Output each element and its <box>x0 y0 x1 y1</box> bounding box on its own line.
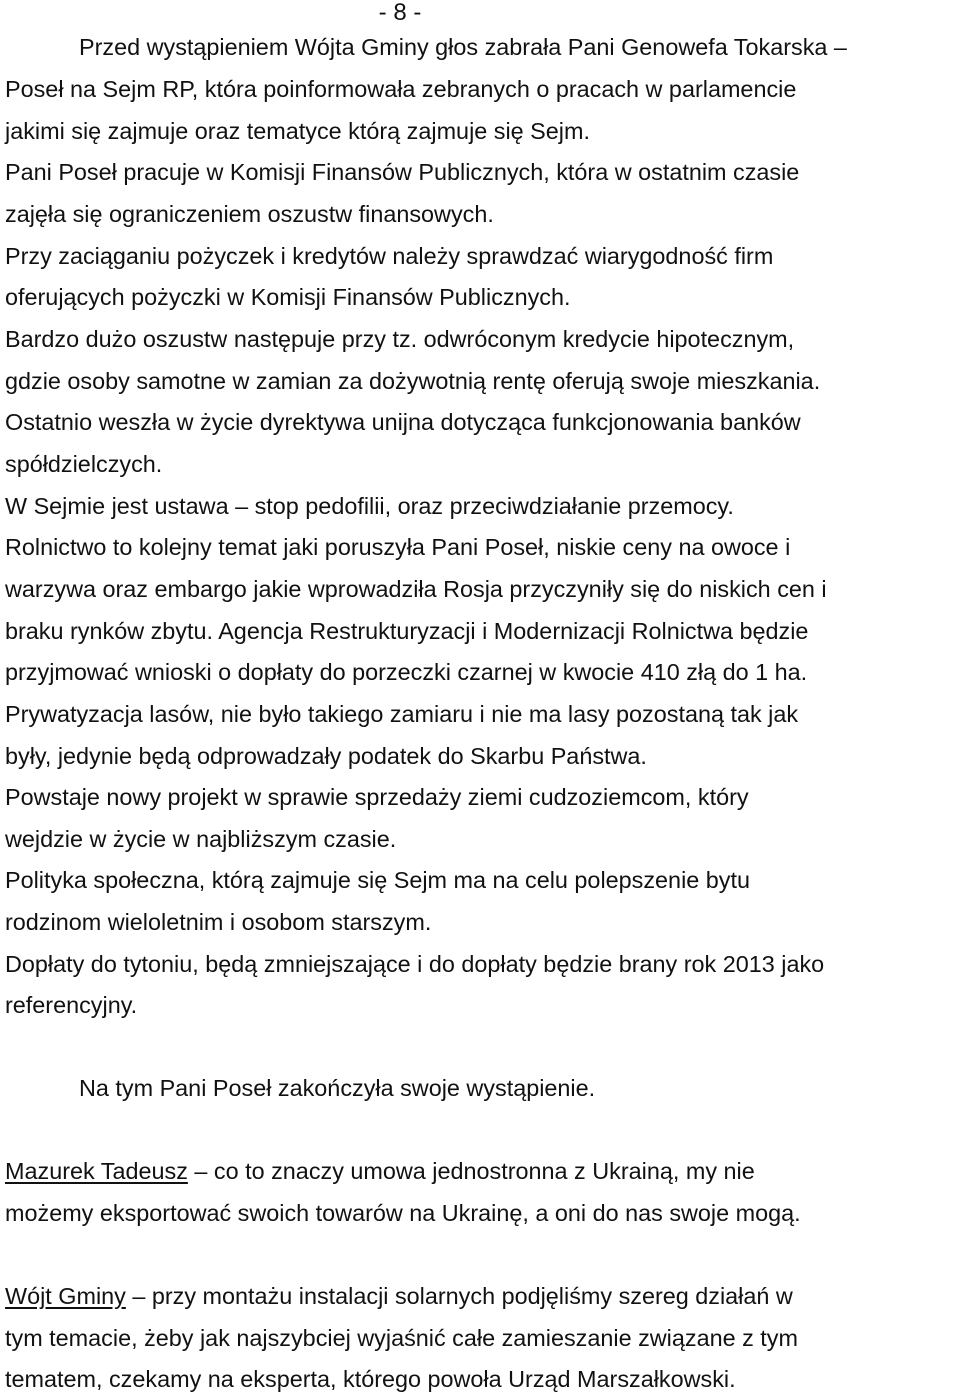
paragraph-line: oferujących pożyczki w Komisji Finansów Publicznych. <box>5 284 571 310</box>
paragraph-line: Bardzo dużo oszustw następuje przy tz. odwróconym kredycie hipotecznym, <box>5 326 795 352</box>
paragraph-line: rodzinom wieloletnim i osobom starszym. <box>5 909 432 935</box>
paragraph-line: wejdzie w życie w najbliższym czasie. <box>5 826 397 852</box>
closing-line: Na tym Pani Poseł zakończyła swoje wystąpienie. <box>79 1075 596 1101</box>
statement-text: – co to znaczy umowa jednostronna z Ukrainą, my nie <box>187 1158 755 1184</box>
paragraph-line: Poseł na Sejm RP, która poinformowała zebranych o pracach w parlamencie <box>5 76 797 102</box>
paragraph-line: Ostatnio weszła w życie dyrektywa unijna dotycząca funkcjonowania banków <box>5 409 801 435</box>
paragraph-line: zajęła się ograniczeniem oszustw finansowych. <box>5 201 494 227</box>
mazurek-statement-line <box>5 1156 755 1186</box>
wojt-statement-line: tym temacie, żeby jak najszybciej wyjaśnić całe zamieszanie związane z tym <box>5 1325 798 1351</box>
paragraph-line: Przed wystąpieniem Wójta Gminy głos zabrała Pani Genowefa Tokarska – <box>79 34 847 60</box>
paragraph-line: W Sejmie jest ustawa – stop pedofilii, oraz przeciwdziałanie przemocy. <box>5 493 734 519</box>
paragraph-line: były, jedynie będą odprowadzały podatek do Skarbu Państwa. <box>5 743 647 769</box>
paragraph-line: braku rynków zbytu. Agencja Restrukturyzacji i Modernizacji Rolnictwa będzie <box>5 618 809 644</box>
paragraph-line: Rolnictwo to kolejny temat jaki poruszyła Pani Poseł, niskie ceny na owoce i <box>5 534 791 560</box>
paragraph-line: Polityka społeczna, którą zajmuje się Sejm ma na celu polepszenie bytu <box>5 867 750 893</box>
wojt-statement-line: tematem, czekamy na eksperta, którego powoła Urząd Marszałkowski. <box>5 1366 736 1392</box>
paragraph-line: Pani Poseł pracuje w Komisji Finansów Publicznych, która w ostatnim czasie <box>5 159 800 185</box>
wojt-statement-line <box>5 1281 793 1311</box>
paragraph-line: Prywatyzacja lasów, nie było takiego zamiaru i nie ma lasy pozostaną tak jak <box>5 701 799 727</box>
paragraph-line: spółdzielczych. <box>5 451 163 477</box>
speaker-name: Wójt Gminy <box>5 1283 126 1309</box>
paragraph-line: gdzie osoby samotne w zamian za dożywotnią rentę oferują swoje mieszkania. <box>5 368 821 394</box>
paragraph-line: Przy zaciąganiu pożyczek i kredytów należy sprawdzać wiarygodność firm <box>5 243 774 269</box>
paragraph-line: referencyjny. <box>5 992 138 1018</box>
speaker-name: Mazurek Tadeusz <box>5 1158 188 1184</box>
paragraph-line: jakimi się zajmuje oraz tematyce którą zajmuje się Sejm. <box>5 118 590 144</box>
paragraph-line: Dopłaty do tytoniu, będą zmniejszające i do dopłaty będzie brany rok 2013 jako <box>5 951 825 977</box>
page-number: - 8 - <box>378 0 422 26</box>
statement-text: – przy montażu instalacji solarnych podjęliśmy szereg działań w <box>125 1283 793 1309</box>
paragraph-line: warzywa oraz embargo jakie wprowadziła Rosja przyczyniły się do niskich cen i <box>5 576 827 602</box>
paragraph-line: Powstaje nowy projekt w sprawie sprzedaży ziemi cudzoziemcom, który <box>5 784 749 810</box>
paragraph-line: przyjmować wnioski o dopłaty do porzeczki czarnej w kwocie 410 złą do 1 ha. <box>5 659 808 685</box>
mazurek-statement-line: możemy eksportować swoich towarów na Ukrainę, a oni do nas swoje mogą. <box>5 1200 801 1226</box>
